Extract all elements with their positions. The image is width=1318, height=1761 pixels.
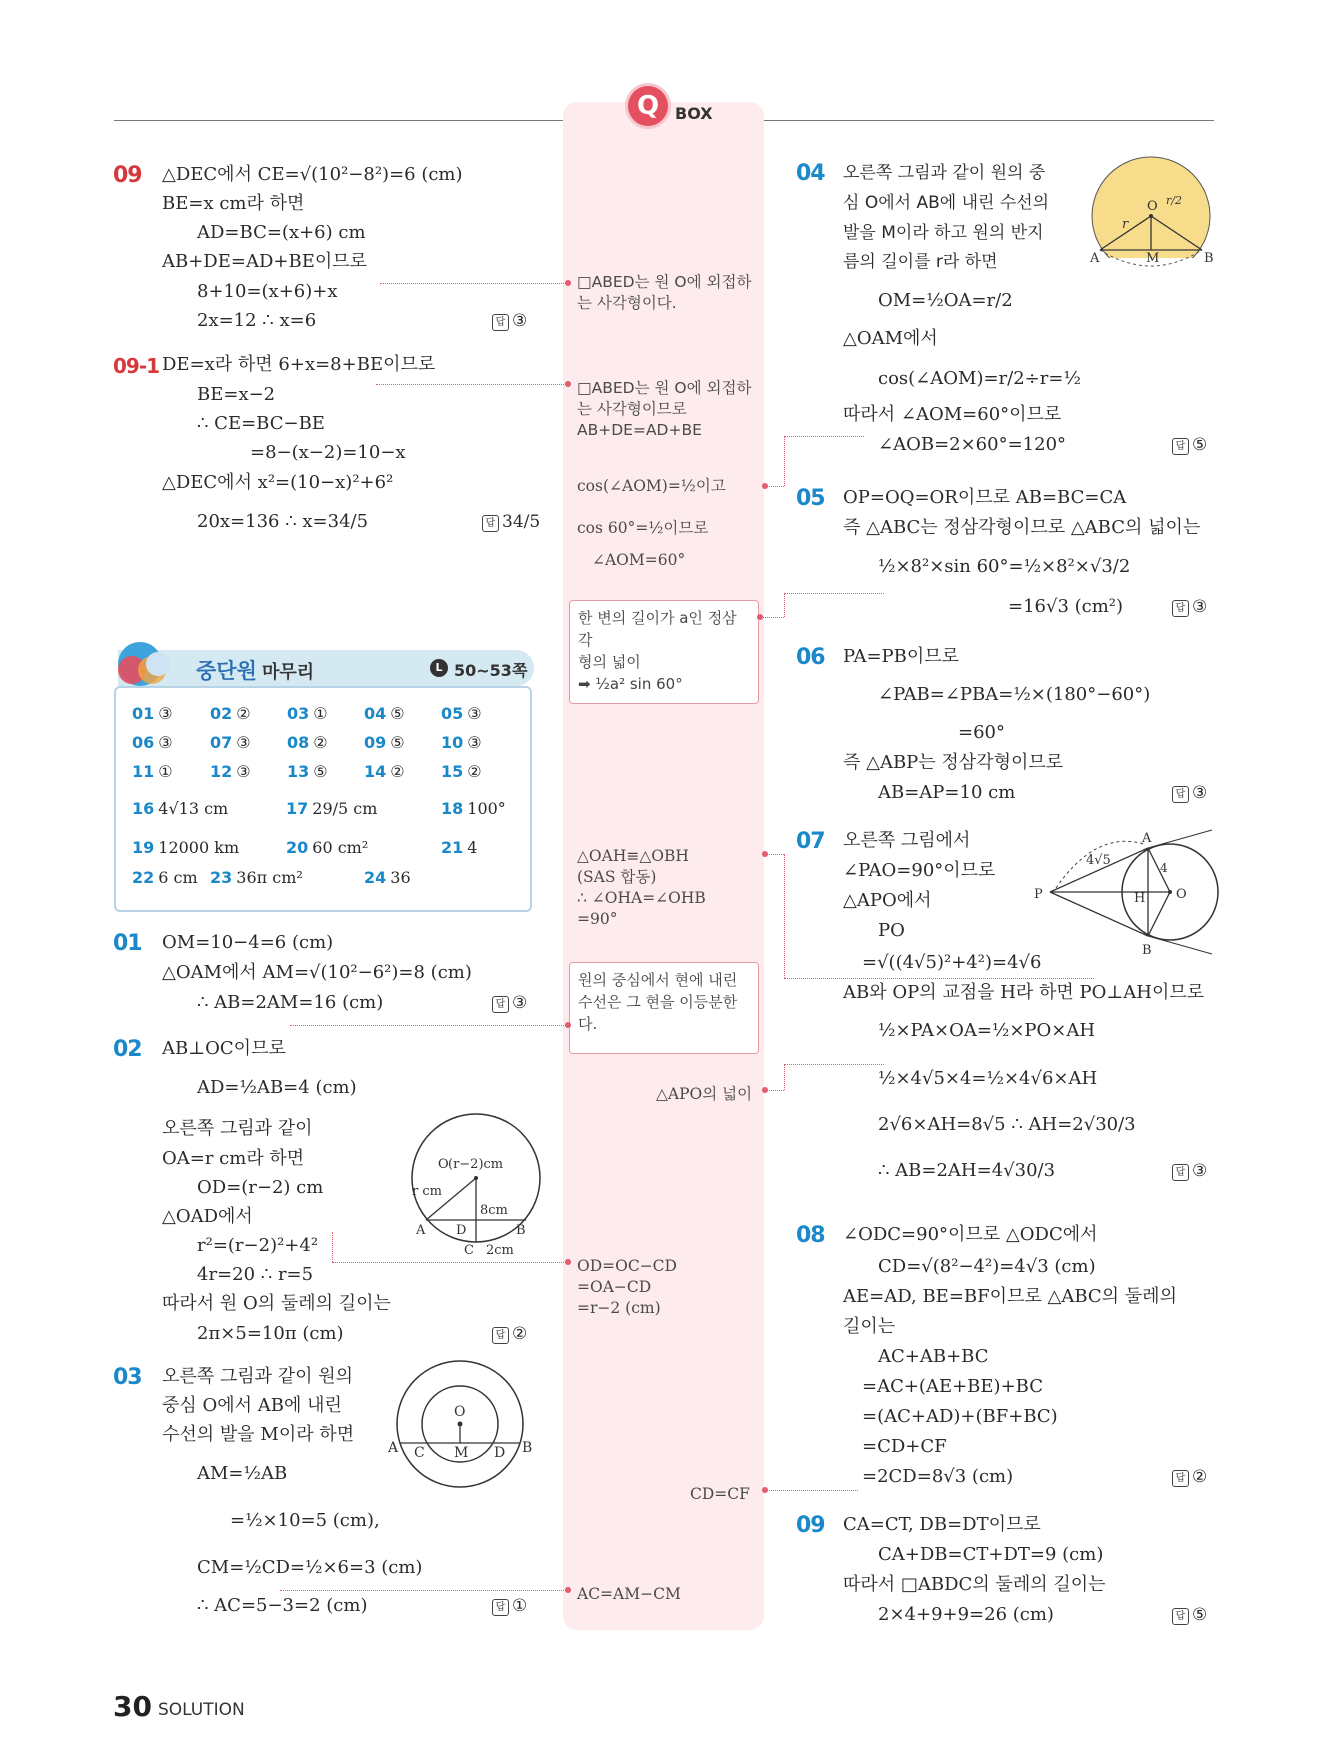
qbox-formula-frame: 한 변의 길이가 a인 정삼각 형의 넓이 ➡ ½a² sin 60° [569,600,759,704]
qbox-note: □ABED는 원 O에 외접하 는 사각형이다. [577,273,752,312]
summary-item: 09 ⑤ [364,733,405,752]
text-line: ∠PAO=90°이므로 [843,860,996,881]
label-r: r cm [412,1184,442,1199]
text-line: 수선의 발을 M이라 하면 [162,1424,355,1445]
text-line: 4r=20 ∴ r=5 [197,1264,314,1285]
text-line: △DEC에서 x²=(10−x)²+6² [162,472,394,493]
connector-line [376,384,568,385]
connector-line [784,436,785,486]
connector-line [766,1490,858,1491]
answer-mark [1172,1604,1207,1626]
footer-label: SOLUTION [158,1700,245,1720]
text-line: cos(∠AOM)=r/2÷r=½ [878,368,1081,389]
text-line: 름의 길이를 r라 하면 [843,252,998,272]
summary-item: 15 ② [441,762,482,781]
label-C: C [464,1243,474,1258]
header-rule-left [114,120,564,121]
answer-icon: 답 [492,1327,509,1344]
text-line: AB와 OP의 교점을 H라 하면 PO⊥AH이므로 [843,982,1205,1003]
connector-dot [762,1487,768,1493]
label-O: O [1147,199,1158,214]
answer-mark [492,1595,527,1617]
connector-dot [762,483,768,489]
text-line: 길이는 [843,1316,896,1337]
text-line: PO [878,920,905,941]
label-P: P [1034,887,1043,902]
qbox-note: □ABED는 원 O에 외접하 는 사각형이므로 AB+DE=AD+BE [577,379,752,439]
text-line: OD=(r−2) cm [197,1177,324,1198]
label-r-minus-2: (r−2)cm [448,1157,504,1172]
label-A: A [388,1440,399,1456]
text-line: CA+DB=CT+DT=9 (cm) [878,1544,1104,1565]
summary-item: 08 ② [287,733,328,752]
summary-item: 07 ③ [210,733,251,752]
figure-concentric-circles [388,1356,538,1492]
pages-icon: L [430,659,448,677]
connector-dot [762,1087,768,1093]
answer-mark [492,1323,527,1345]
text-line: ∠PAB=∠PBA=½×(180°−60°) [878,684,1151,705]
text-line: 중심 O에서 AB에 내린 [162,1395,342,1416]
answer-icon: 답 [1172,786,1189,803]
summary-item: 06 ③ [132,733,173,752]
qbox-note: CD=CF [690,1485,750,1503]
summary-circles-icon [112,640,182,692]
text-line: 오른쪽 그림과 같이 원의 중 [843,163,1046,183]
label-A: A [1090,251,1100,266]
text-line: OM=½OA=r/2 [878,290,1013,311]
text-line: OA=r cm라 하면 [162,1148,305,1169]
answer-value: ③ [512,311,528,331]
text-line: r²=(r−2)²+4² [197,1235,319,1256]
answer-mark [492,992,527,1014]
label-O: O [438,1157,449,1172]
problem-number: 03 [113,1365,142,1390]
answer-mark [1172,782,1207,804]
text-line: △DEC에서 CE=√(10²−8²)=6 (cm) [162,164,463,185]
text-line: 심 O에서 AB에 내린 수선의 [843,193,1050,213]
summary-item: 20 60 cm² [286,838,369,857]
answer-value: ⑤ [1192,435,1208,455]
qbox-theorem-frame: 원의 중심에서 현에 내린 수선은 그 현을 이등분한 다. [569,962,759,1054]
text-line: 즉 △ABP는 정삼각형이므로 [843,752,1064,773]
answer-icon: 답 [492,314,509,331]
text-line: 발을 M이라 하고 원의 반지 [843,223,1044,243]
connector-dot [565,1587,571,1593]
text-line: 따라서 □ABDC의 둘레의 길이는 [843,1574,1106,1595]
connector-line [784,854,785,978]
summary-item: 04 ⑤ [364,704,405,723]
text-line: 2x=12 ∴ x=6 [197,310,317,331]
answer-value: 34/5 [502,512,541,532]
summary-item: 24 36 [364,868,411,887]
label-8cm: 8cm [480,1203,508,1218]
answer-mark [1172,1160,1207,1182]
text-line: ∴ AB=2AM=16 (cm) [197,992,384,1013]
answer-value: ③ [1192,783,1208,803]
figure-circle-segment [1086,152,1216,270]
problem-number: 02 [113,1037,142,1062]
label-M: M [1146,251,1160,266]
figure-circle-chord [404,1110,544,1260]
qbox-logo [628,86,668,126]
label-O: O [454,1404,466,1420]
text-line: ∴ CE=BC−BE [197,413,325,434]
text-line: ½×8²×sin 60°=½×8²×√3/2 [878,556,1131,577]
label-r: r [1122,217,1129,232]
text-line: △OAM에서 [843,328,938,349]
label-r-half: r/2 [1166,194,1182,207]
text-line: =(AC+AD)+(BF+BC) [862,1406,1058,1427]
label-PA: 4√5 [1086,853,1111,868]
text-line: AC+AB+BC [878,1346,989,1367]
qbox-note: cos(∠AOM)=½이고 [577,477,726,495]
connector-line [760,617,784,618]
text-line: ∠AOB=2×60°=120° [878,434,1067,455]
connector-line [380,283,568,284]
text-line: CM=½CD=½×6=3 (cm) [197,1557,423,1578]
answer-icon: 답 [1172,1164,1189,1181]
summary-item: 05 ③ [441,704,482,723]
connector-line [766,486,784,487]
problem-number: 09-1 [113,354,160,378]
summary-item: 19 12000 km [132,838,240,857]
summary-title-rest: 마무리 [262,662,315,683]
problem-number: 01 [113,931,142,956]
connector-line [332,1262,570,1263]
text-line: ∠ODC=90°이므로 △ODC에서 [843,1224,1098,1245]
text-line: 즉 △ABC는 정삼각형이므로 △ABC의 넓이는 [843,517,1201,538]
connector-line [766,854,784,855]
text-line: BE=x−2 [197,384,276,405]
text-line: ½×PA×OA=½×PO×AH [878,1020,1096,1041]
text-line: 2×4+9+9=26 (cm) [878,1604,1054,1625]
connector-dot [565,381,571,387]
text-line: AM=½AB [197,1463,288,1484]
summary-item: 16 4√13 cm [132,799,229,818]
text-line: 2√6×AH=8√5 ∴ AH=2√30/3 [878,1114,1136,1135]
answer-mark [482,511,540,533]
text-line: ∴ AC=5−3=2 (cm) [197,1595,368,1616]
qbox-note: ∠AOM=60° [592,551,686,569]
answer-mark [492,310,527,332]
text-line: ∴ AB=2AH=4√30/3 [878,1160,1056,1181]
problem-number: 05 [796,486,825,511]
summary-item: 01 ③ [132,704,173,723]
connector-line [784,1064,884,1065]
label-B: B [516,1223,526,1238]
answer-value: ⑤ [1192,1605,1208,1625]
problem-number: 04 [796,161,825,186]
answer-value: ③ [512,993,528,1013]
label-B: B [1204,251,1214,266]
answer-icon: 답 [1172,600,1189,617]
label-2cm: 2cm [486,1243,514,1258]
answer-value: ② [512,1324,528,1344]
text-line: 따라서 ∠AOM=60°이므로 [843,404,1062,425]
summary-item: 21 4 [441,838,478,857]
qbox-note: cos 60°=½이므로 [577,519,709,537]
connector-dot [565,1022,571,1028]
summary-item: 12 ③ [210,762,251,781]
qbox-note: AC=AM−CM [577,1585,681,1603]
text-line: AE=AD, BE=BF이므로 △ABC의 둘레의 [843,1286,1177,1307]
answer-value: ② [1192,1467,1208,1487]
summary-item: 22 6 cm [132,868,198,887]
problem-number: 08 [796,1223,825,1248]
label-A: A [416,1223,426,1238]
answer-mark [1172,596,1207,618]
text-line: 오른쪽 그림과 같이 원의 [162,1366,354,1387]
connector-line [784,593,884,594]
answer-value: ③ [1192,597,1208,617]
text-line: 20x=136 ∴ x=34/5 [197,511,369,532]
answer-mark [1172,1466,1207,1488]
label-A: A [1142,831,1152,846]
summary-title-bold: 중단원 [196,659,257,683]
summary-item: 23 36π cm² [210,868,303,887]
summary-item: 18 100° [441,799,506,818]
label-H: H [1134,891,1146,906]
connector-dot [757,614,763,620]
connector-line [290,1025,570,1026]
text-line: PA=PB이므로 [843,646,960,667]
text-line: AB⊥OC이므로 [162,1038,286,1059]
text-line: =AC+(AE+BE)+BC [862,1376,1043,1397]
text-line: =CD+CF [862,1436,947,1457]
text-line: DE=x라 하면 6+x=8+BE이므로 [162,354,436,375]
label-D: D [456,1223,467,1238]
text-line: CA=CT, DB=DT이므로 [843,1514,1041,1535]
text-line: =½×10=5 (cm), [230,1510,380,1531]
qbox-logo-letter: Q [636,91,660,121]
connector-line [766,1090,784,1091]
figure-tangent-lines [1030,828,1220,958]
connector-dot [762,851,768,857]
text-line: 8+10=(x+6)+x [197,281,338,302]
text-line: △APO에서 [843,890,932,911]
connector-line [280,1590,570,1591]
label-D: D [494,1445,506,1461]
qbox-logo-text: BOX [675,104,713,123]
pages-range: 50~53쪽 [454,661,528,680]
text-line: OM=10−4=6 (cm) [162,932,334,953]
summary-item: 10 ③ [441,733,482,752]
summary-item: 17 29/5 cm [286,799,378,818]
answer-value: ③ [1192,1161,1208,1181]
summary-answer-box [114,686,532,912]
qbox-note: △OAH≡△OBH (SAS 합동) ∴ ∠OHA=∠OHB =90° [577,847,706,928]
answer-icon: 답 [1172,1608,1189,1625]
text-line: OP=OQ=OR이므로 AB=BC=CA [843,487,1127,508]
problem-number: 09 [113,163,142,188]
problem-number: 07 [796,829,825,854]
summary-item: 13 ⑤ [287,762,328,781]
label-B: B [522,1440,533,1456]
text-line: △OAM에서 AM=√(10²−6²)=8 (cm) [162,962,472,983]
text-line: AB+DE=AD+BE이므로 [162,251,368,272]
text-line: CD=√(8²−4²)=4√3 (cm) [878,1256,1096,1277]
text-line: ½×4√5×4=½×4√6×AH [878,1068,1098,1089]
text-line: △OAD에서 [162,1206,253,1227]
label-M: M [454,1445,469,1461]
connector-line [332,1232,333,1262]
text-line: =8−(x−2)=10−x [250,442,406,463]
text-line: AD=BC=(x+6) cm [197,222,366,243]
text-line: =16√3 (cm²) [1008,596,1124,617]
text-line: =60° [958,722,1005,743]
problem-number: 09 [796,1513,825,1538]
qbox-note: △APO의 넓이 [656,1085,753,1103]
answer-icon: 답 [482,515,499,532]
answer-value: ① [512,1596,528,1616]
text-line: AD=½AB=4 (cm) [197,1077,357,1098]
answer-icon: 답 [492,996,509,1013]
connector-line [784,978,1094,979]
answer-icon: 답 [1172,1470,1189,1487]
text-line: =2CD=8√3 (cm) [862,1466,1014,1487]
summary-item: 03 ① [287,704,328,723]
connector-line [784,436,864,437]
label-O: O [1176,887,1187,902]
label-B: B [1142,943,1152,958]
text-line: BE=x cm라 하면 [162,193,305,214]
answer-icon: 답 [492,1599,509,1616]
summary-item: 02 ② [210,704,251,723]
label-C: C [414,1445,425,1461]
summary-item: 14 ② [364,762,405,781]
text-line: 따라서 원 O의 둘레의 길이는 [162,1293,391,1314]
summary-item: 11 ① [132,762,173,781]
text-line: AB=AP=10 cm [878,782,1016,803]
connector-dot [565,1259,571,1265]
answer-icon: 답 [1172,438,1189,455]
answer-mark [1172,434,1207,456]
header-rule-right [764,120,1214,121]
page-number: 30 [113,1690,152,1723]
label-OA: 4 [1160,861,1168,875]
connector-line [784,1064,785,1090]
text-line: 오른쪽 그림에서 [843,830,971,851]
connector-line [784,593,785,617]
text-line: =√((4√5)²+4²)=4√6 [862,952,1042,973]
text-line: 오른쪽 그림과 같이 [162,1118,313,1139]
text-line: 2π×5=10π (cm) [197,1323,344,1344]
connector-dot [565,280,571,286]
qbox-note: OD=OC−CD =OA−CD =r−2 (cm) [577,1257,677,1317]
problem-number: 06 [796,645,825,670]
